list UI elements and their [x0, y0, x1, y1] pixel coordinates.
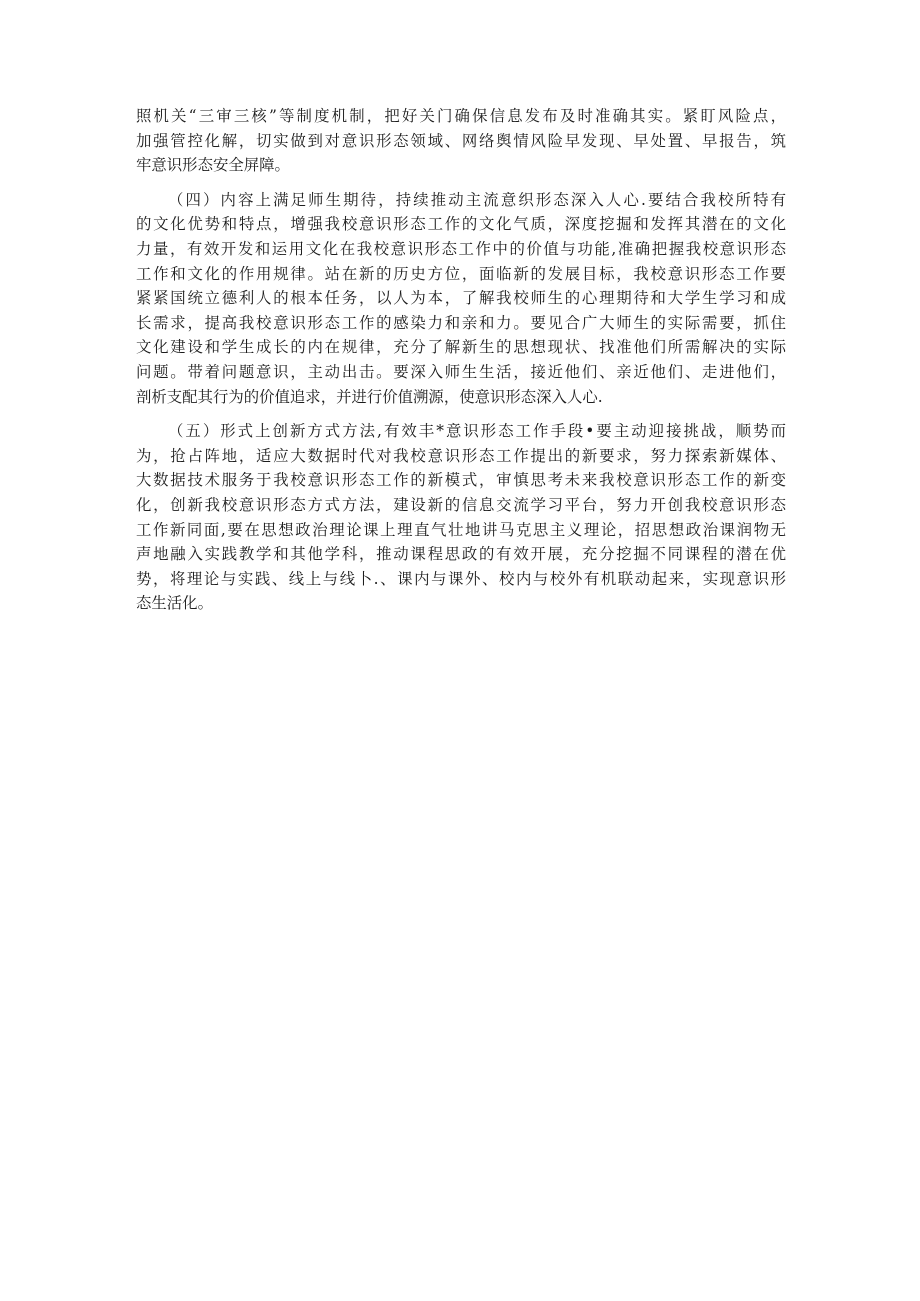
text-line: 势，将理论与实践、线上与线卜.、课内与课外、校内与校外有机联动起来，实现意识形	[136, 569, 786, 588]
text-line: 声地融入实践教学和其他学科，推动课程思政的有效开展，充分挖掘不同课程的潜在优	[136, 545, 786, 564]
text-line: 工作和文化的作用规律。站在新的历史方位，面临新的发展目标，我校意识形态工作要	[136, 264, 786, 283]
text-line: 化，创新我校意识形态方式方法，建设新的信息交流学习平台，努力开创我校意识形态	[136, 495, 786, 514]
text-line: 照机关“三审三核”等制度机制，把好关门确保信息发布及时准确其实。紧盯风险点，	[136, 107, 786, 125]
text-line: 加强管控化解，切实做到对意识形态领域、网络舆情风险早发现、早处置、早报告，筑	[136, 131, 786, 150]
paragraph-section-4	[136, 188, 786, 409]
text-line: 剖析支配其行为的价值追求，并进行价值溯源，使意识形态深入人心.	[136, 387, 603, 406]
paragraph-section-5	[136, 419, 786, 616]
text-line: 紧紧国统立德利人的根本任务，以人为本，了解我校师生的心理期待和大学生学习和成	[136, 289, 786, 308]
text-line: 态生活化。	[136, 594, 213, 613]
text-line: 牢意识形态安全屏障。	[136, 156, 290, 175]
text-line: 力量，有效开发和运用文化在我校意识形态工作中的价值与功能,准确把握我校意识形态	[136, 239, 786, 258]
text-line: 问题。带着问题意识，主动出击。要深入师生生活，接近他们、亲近他们、走进他们，	[136, 362, 786, 381]
text-line: 大数据技术服务于我校意识形态工作的新模式，审慎思考未来我校意识形态工作的新变	[136, 471, 786, 490]
document-body	[136, 104, 786, 626]
text-line: 长需求，提高我校意识形态工作的感染力和亲和力。要见合广大师生的实际需要，抓住	[136, 313, 786, 332]
paragraph-1	[136, 104, 786, 178]
text-line: 工作新同面,要在思想政治理论课上理直气壮地讲马克思主义理论，招思想政治课润物无	[136, 520, 786, 539]
text-line: （四）内容上满足师生期待，持续推动主流意织形态深入人心.要结合我校所特有	[168, 190, 786, 209]
text-line: 的文化优势和特点，增强我校意识形态工作的文化气质，深度挖掘和发挥其潜在的文化	[136, 215, 786, 234]
text-line: 为，抢占阵地，适应大数据时代对我校意识形态工作提出的新要求，努力探索新媒体、	[136, 446, 786, 465]
text-line: （五）形式上创新方式方法,有效丰*意识形态工作手段•要主动迎接挑战，顺势而	[168, 422, 786, 441]
text-line: 文化建设和学生成长的内在规律，充分了解新生的思想现状、找准他们所需解决的实际	[136, 338, 786, 357]
